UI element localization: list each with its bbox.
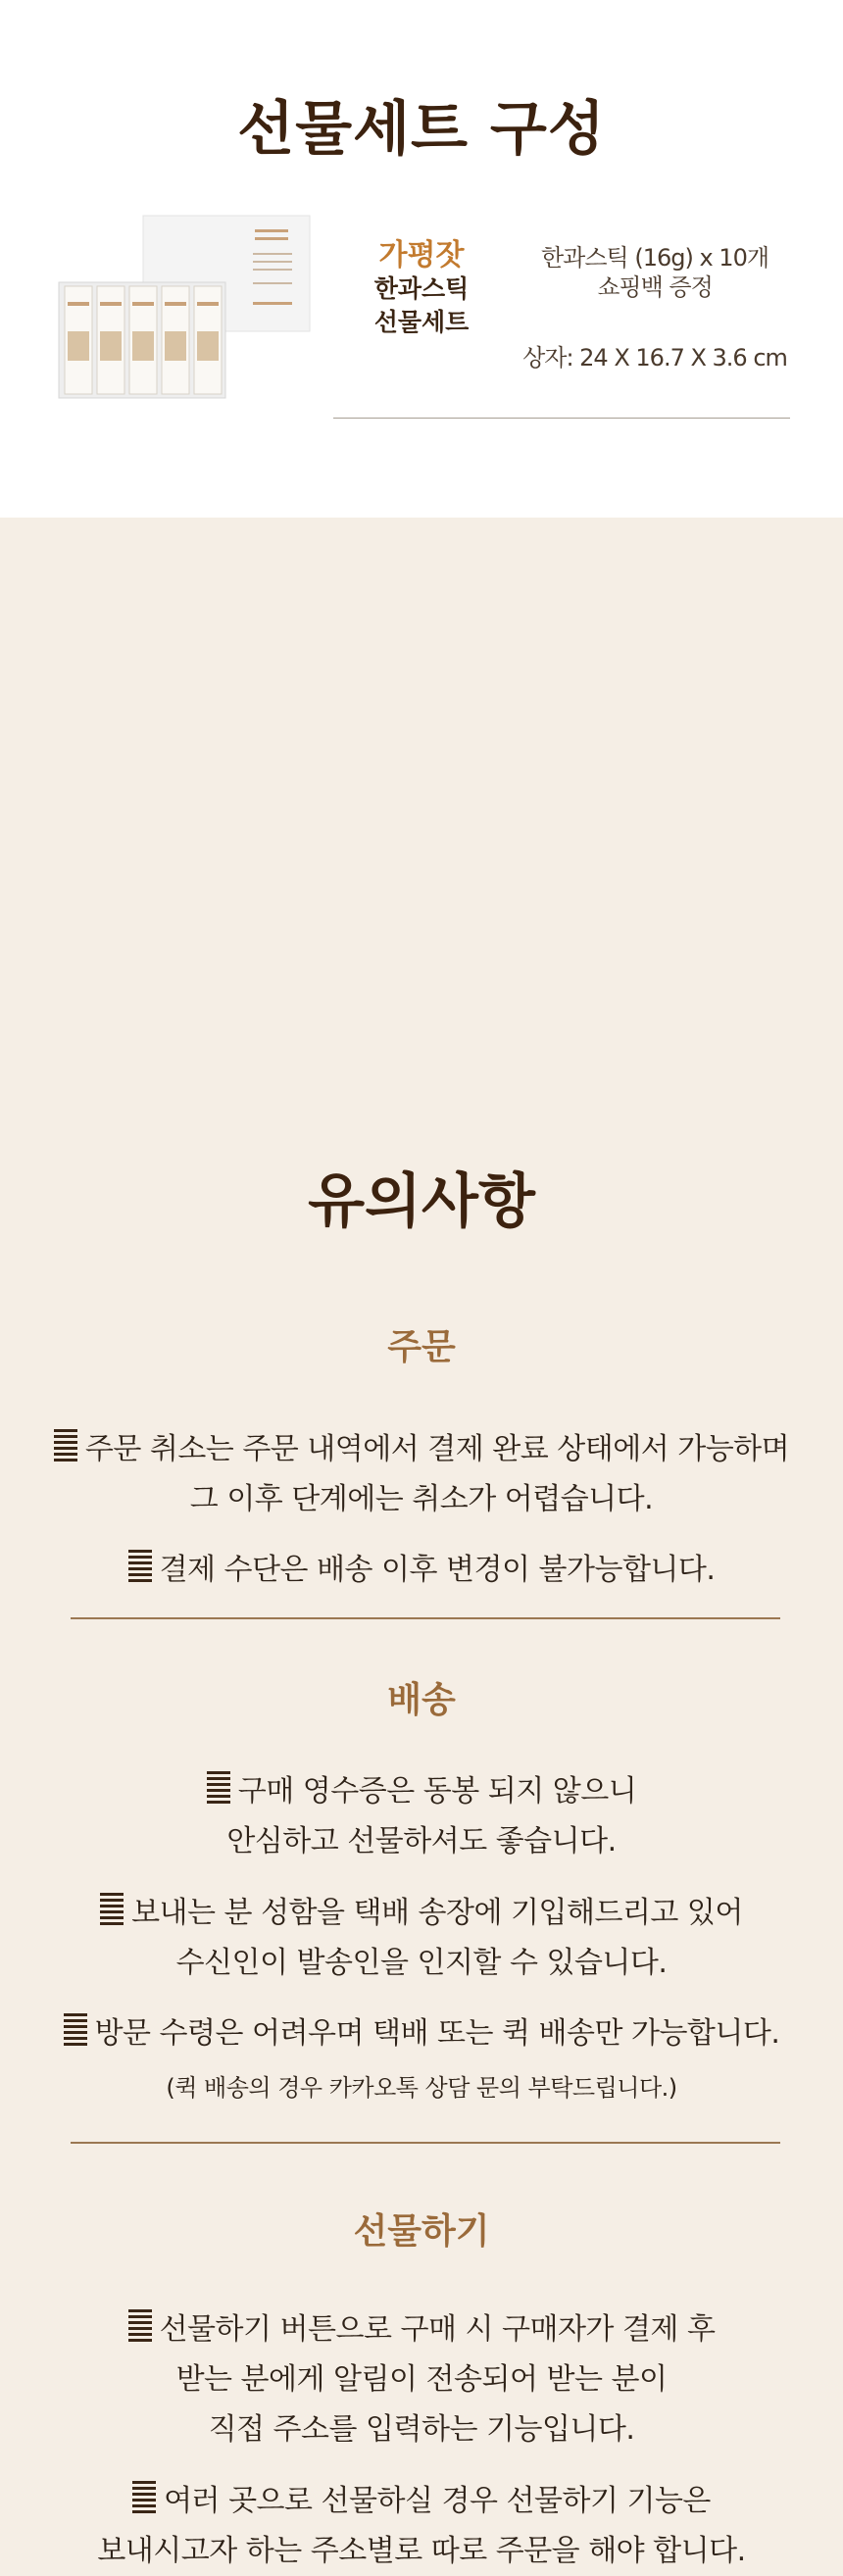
notice-item: 선물하기 버튼으로 구매 시 구매자가 결제 후 받는 분에게 알림이 전송되어 받는 분이 직접 주소를 입력하는 기능입니다. xyxy=(39,2304,804,2454)
section-title-gift: 선물하기 xyxy=(353,2211,490,2252)
divider xyxy=(333,418,790,419)
product-name-line-2: 선물세트 xyxy=(373,308,470,336)
section-title-delivery: 배송 xyxy=(387,1680,456,1720)
product-name-line-1: 한과스틱 xyxy=(373,274,470,303)
divider xyxy=(71,1617,780,1619)
notice-item: 여러 곳으로 선물하실 경우 선물하기 기능은 보내시고자 하는 주소별로 따로 주문을 해야 합니다. xyxy=(39,2476,804,2576)
product-specs xyxy=(510,243,800,372)
divider xyxy=(71,2142,780,2144)
spec-bag: 쇼핑백 증정 xyxy=(597,273,713,301)
list-bullet-icon xyxy=(64,2013,87,2049)
notice-item: 구매 영수증은 동봉 되지 않으니 안심하고 선물하셔도 좋습니다. xyxy=(39,1766,804,1866)
spec-box-size: 상자: 24 X 16.7 X 3.6 cm xyxy=(522,344,787,372)
gift-set-section xyxy=(0,0,843,518)
spec-contents: 한과스틱 (16g) x 10개 xyxy=(540,244,769,272)
notice-item: 방문 수령은 어려우며 택배 또는 퀵 배송만 가능합니다. xyxy=(39,2008,804,2058)
product-name xyxy=(353,239,490,339)
list-bullet-icon xyxy=(128,1550,152,1585)
list-bullet-icon xyxy=(128,2309,152,2345)
product-image xyxy=(57,214,312,402)
notice-note: (퀵 배송의 경우 카카오톡 상담 문의 부탁드립니다.) xyxy=(166,2074,677,2102)
notice-item: 결제 수단은 배송 이후 변경이 불가능합니다. xyxy=(39,1545,804,1595)
list-bullet-icon xyxy=(100,1893,124,1928)
list-bullet-icon xyxy=(132,2481,156,2516)
notice-title: 유의사항 xyxy=(308,1167,535,1236)
section-title-order: 주문 xyxy=(387,1327,456,1367)
list-bullet-icon xyxy=(54,1429,77,1464)
notice-item: 주문 취소는 주문 내역에서 결제 완료 상태에서 가능하며 그 이후 단계에는 취소가 어렵습니다. xyxy=(39,1424,804,1524)
product-brand: 가평잣 xyxy=(378,238,465,272)
gift-set-title: 선물세트 구성 xyxy=(237,95,606,164)
notice-item: 보내는 분 성함을 택배 송장에 기입해드리고 있어 수신인이 발송인을 인지할 수 있습니다. xyxy=(39,1888,804,1988)
list-bullet-icon xyxy=(207,1771,230,1807)
